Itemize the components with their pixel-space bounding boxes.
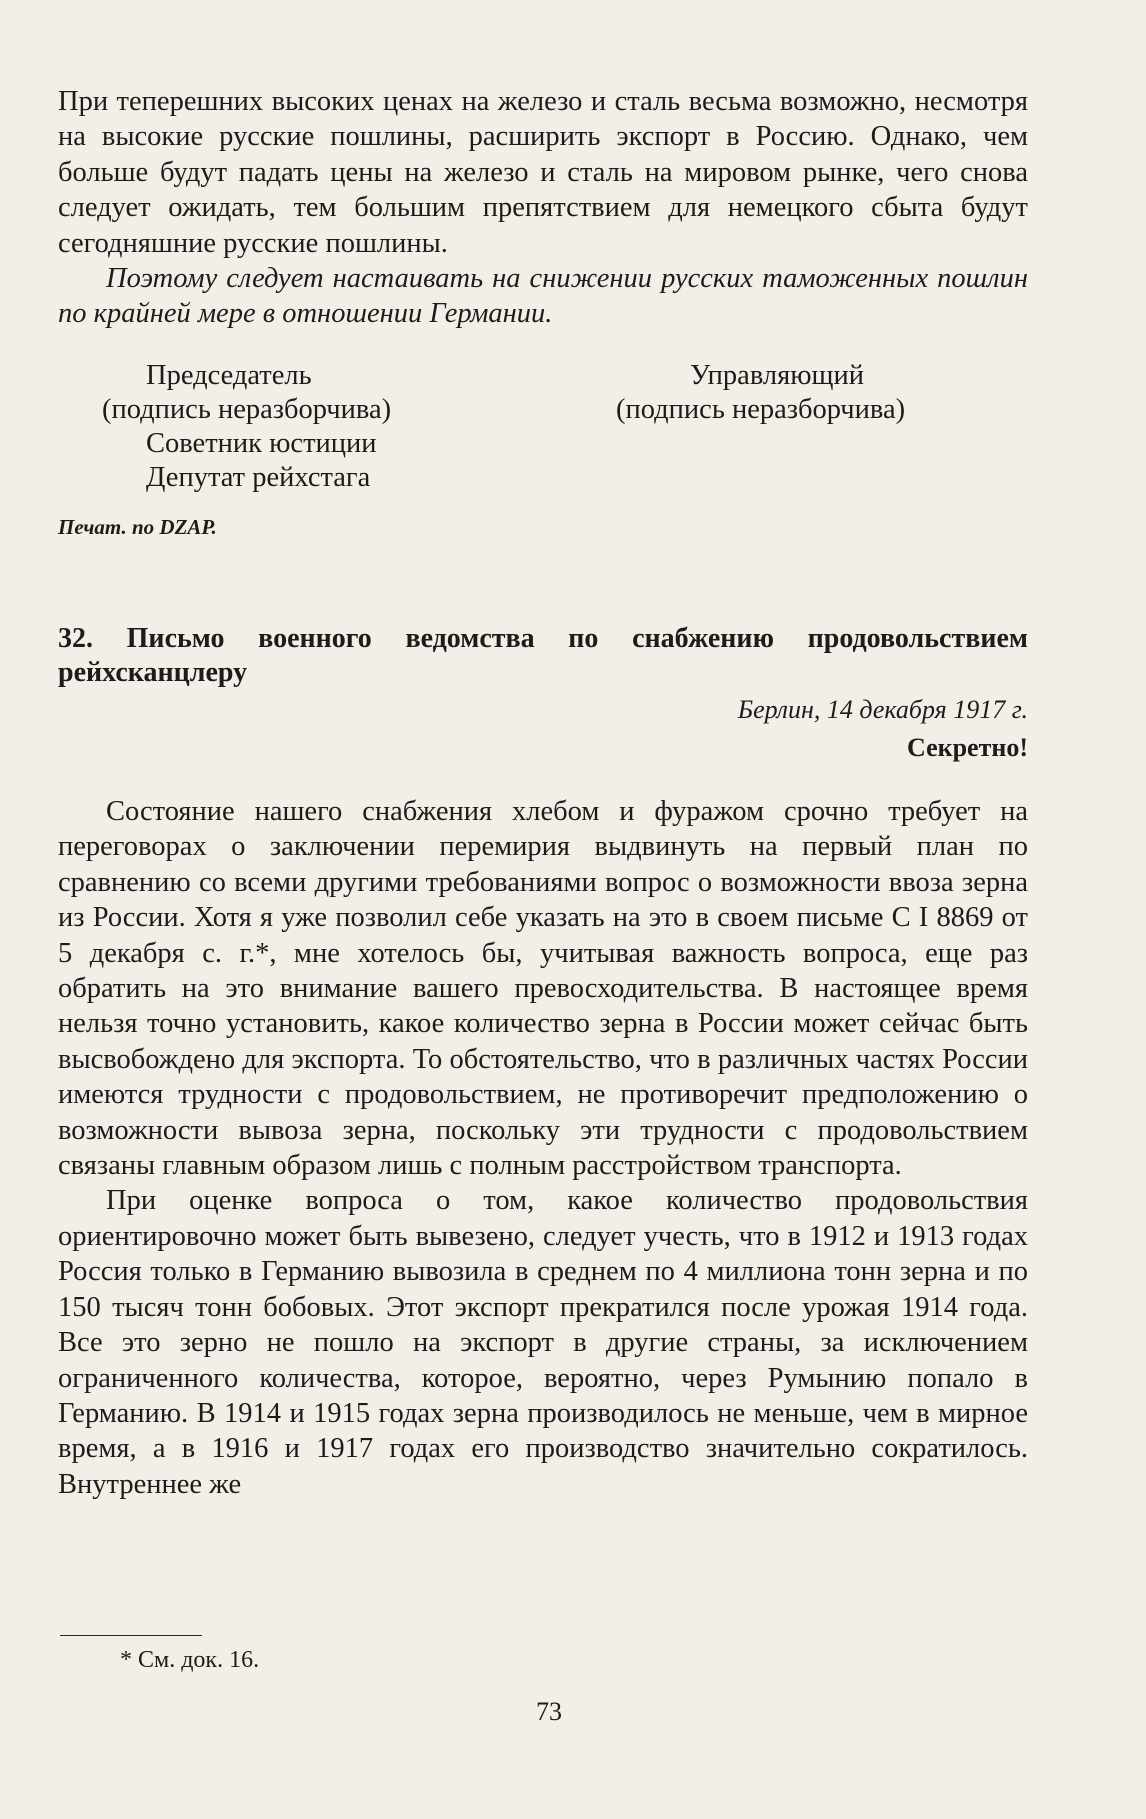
manager-signature: (подпись неразборчива) xyxy=(616,394,906,425)
letter-end-block xyxy=(58,84,1028,332)
manager-title: Управляющий xyxy=(690,360,864,391)
chair-role-deputy: Депутат рейхстага xyxy=(146,462,371,493)
chair-signature: (подпись неразборчива) xyxy=(102,394,392,425)
footnote-rule xyxy=(60,1635,202,1636)
document-heading: 32. Письмо военного ведомства по снабжению продовольствием рейхсканцлеру xyxy=(58,623,1028,688)
letter-body xyxy=(58,794,1028,1502)
secret-mark: Секретно! xyxy=(906,733,1028,762)
paragraph-export-tariffs: При теперешних высоких ценах на железо и сталь весьма возможно, несмотря на высокие русские пошлины, расширить экспорт в Россию. Однако, чем больше будут падать цены на железо и сталь на мировом рынке, чего снова следует ожидать, тем большим препятствием для немецкого сбыта будут сегодняшние русские пошлины. xyxy=(58,86,1028,259)
paragraph-conclusion: Поэтому следует настаивать на снижении русских таможенных пошлин по крайней мере в отношении Германии. xyxy=(58,263,1028,330)
footnote: * См. док. 16. xyxy=(120,1647,260,1673)
page-number: 73 xyxy=(536,1697,562,1726)
dateline: Берлин, 14 декабря 1917 г. xyxy=(737,695,1028,724)
chair-title: Председатель xyxy=(146,360,312,391)
paragraph-export-estimate: При оценке вопроса о том, какое количество продовольствия ориентировочно может быть вывезено, следует учесть, что в 1912 и 1913 годах Россия только в Германию вывозила в среднем по 4 миллиона тонн зерна и по 150 тысяч тонн бобовых. Этот экспорт прекратился после урожая 1914 года. Все это зерно не пошло на экспорт в другие страны, за исключением ограниченного количества, которое, вероятно, через Румынию попало в Германию. В 1914 и 1915 годах зерна производилось не меньше, чем в мирное время, а в 1916 и 1917 годах его производство значительно сократилось. Внутреннее же xyxy=(58,1185,1028,1500)
chair-role-justice: Советник юстиции xyxy=(146,428,377,459)
paragraph-supply-state: Состояние нашего снабжения хлебом и фуражом срочно требует на переговорах о заключении перемирия выдвинуть на первый план по сравнению со всеми другими требованиями вопрос о возможности ввоза зерна из России. Хотя я уже позволил себе указать на это в своем письме С I 8869 от 5 декабря с. г.*, мне хотелось бы, учитывая важность вопроса, еще раз обратить на это внимание вашего превосходительства. В настоящее время нельзя точно установить, какое количество зерна в России может сейчас быть высвобождено для экспорта. То обстоятельство, что в различных частях России имеются трудности с продовольствием, не противоречит предположению о возможности вывоза зерна, поскольку эти трудности с продовольствием связаны главным образом лишь с полным расстройством транспорта. xyxy=(58,796,1028,1182)
source-note: Печат. по DZAP. xyxy=(58,515,217,539)
